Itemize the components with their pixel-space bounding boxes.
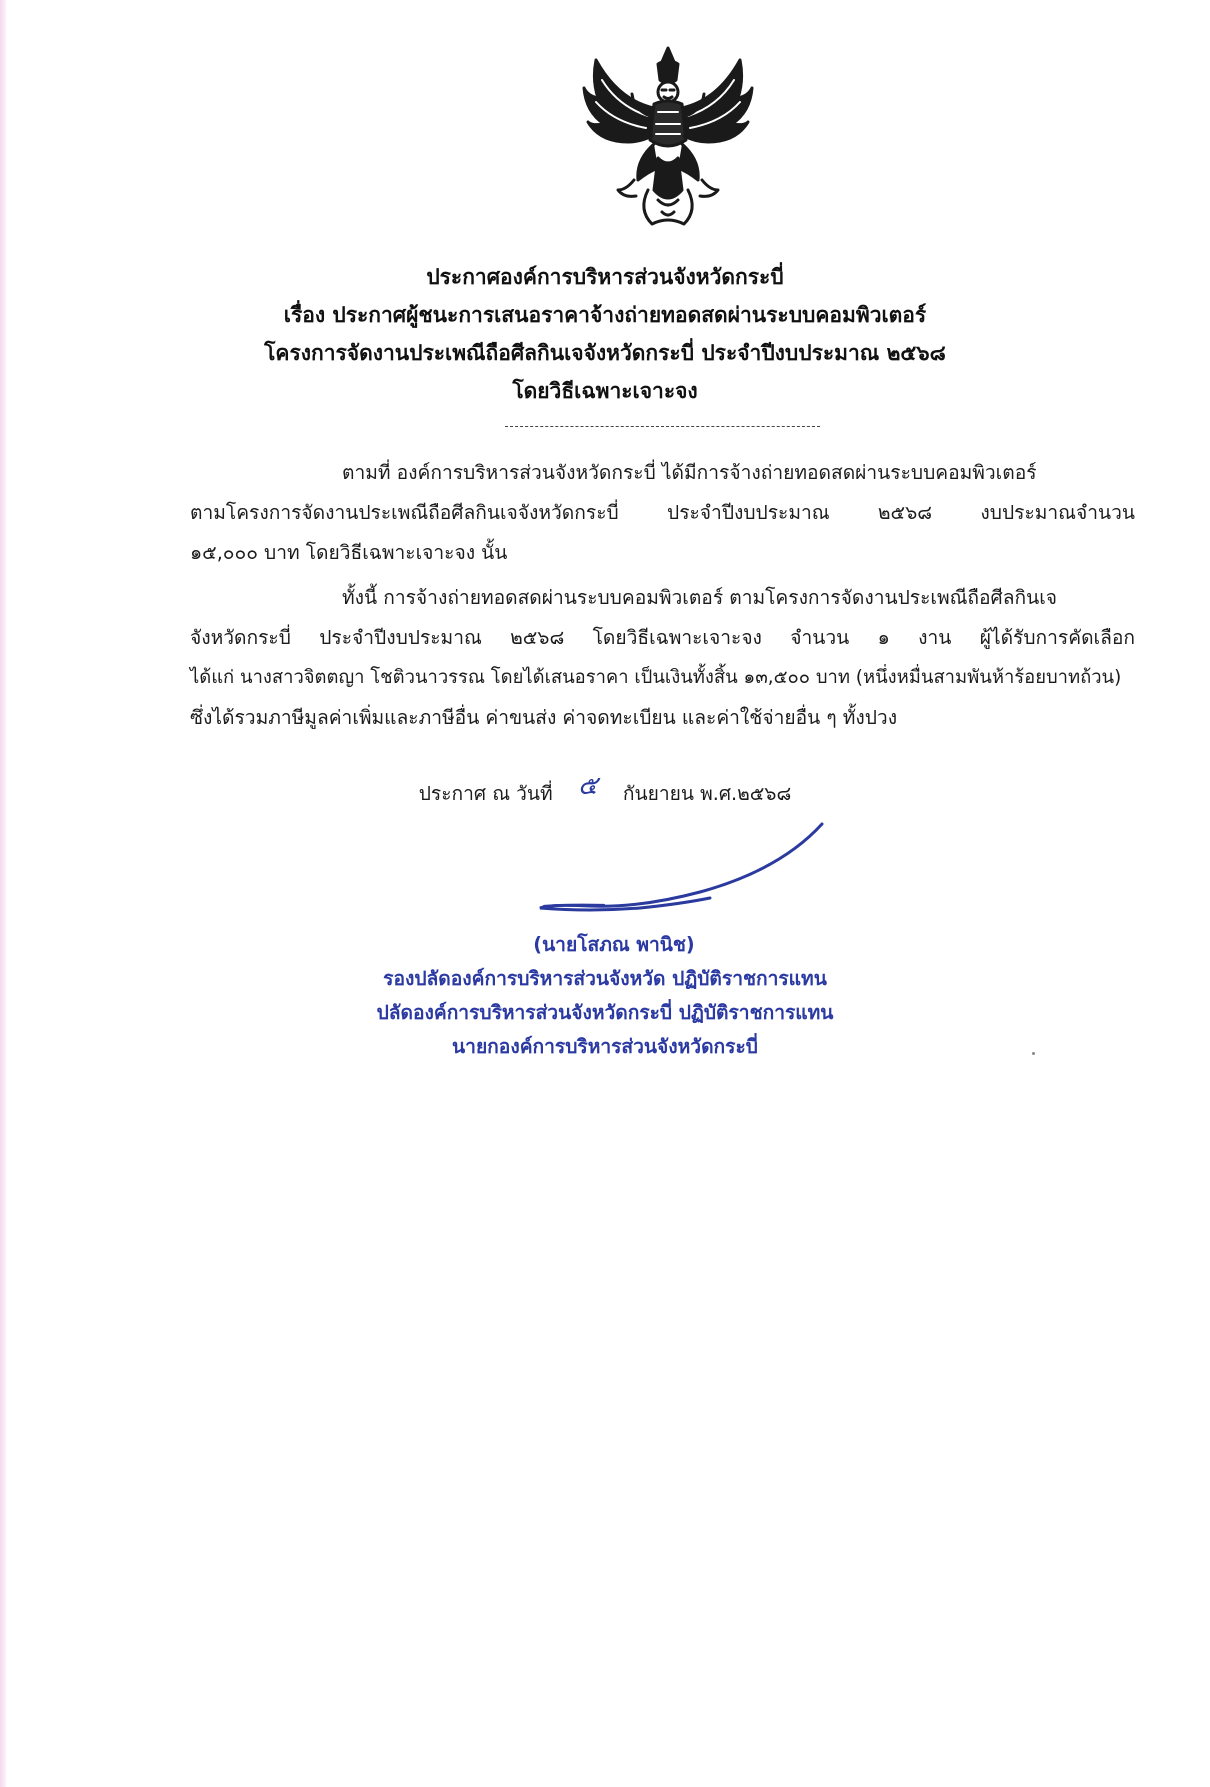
- paragraph-2-line-3: ได้แก่ นางสาวจิตตญา โชติวนาวรรณ โดยได้เสนอราคา เป็นเงินทั้งสิ้น ๑๓,๕๐๐ บาท (หนึ่งหมื่นสามพันห้าร้อยบาทถ้วน): [190, 667, 1122, 688]
- paragraph-2-line-1: ทั้งนี้ การจ้างถ่ายทอดสดผ่านระบบคอมพิวเตอร์ ตามโครงการจัดงานประเพณีถือศีลกินเจ: [342, 586, 1058, 609]
- header-issuer: ประกาศองค์การบริหารส่วนจังหวัดกระบี่: [426, 265, 784, 289]
- announcement-date: [0, 772, 1210, 814]
- paragraph-1-line-2: ตามโครงการจัดงานประเพณีถือศีลกินเจจังหวัดกระบี่ ประจำปีงบประมาณ ๒๕๖๘ งบประมาณจำนวน: [190, 501, 1135, 524]
- paragraph-1-line-1: ตามที่ องค์การบริหารส่วนจังหวัดกระบี่ ได้มีการจ้างถ่ายทอดสดผ่านระบบคอมพิวเตอร์: [342, 461, 1037, 484]
- signer-name: (นายโสภณ พานิช): [533, 933, 695, 956]
- header-method: โดยวิธีเฉพาะเจาะจง: [512, 379, 698, 403]
- paragraph-1: [190, 453, 1135, 573]
- header-divider: [505, 426, 820, 427]
- date-day-handwritten: ๕: [577, 771, 598, 801]
- paragraph-1-line-3: ๑๕,๐๐๐ บาท โดยวิธีเฉพาะเจาะจง นั้น: [190, 541, 508, 564]
- signer-title-1: รองปลัดองค์การบริหารส่วนจังหวัด ปฏิบัติราชการแทน: [383, 967, 827, 990]
- date-prefix: ประกาศ ณ วันที่: [418, 782, 553, 805]
- signer-title-2: ปลัดองค์การบริหารส่วนจังหวัดกระบี่ ปฏิบัติราชการแทน: [376, 1001, 834, 1024]
- handwritten-signature: [530, 820, 840, 925]
- header-subject: เรื่อง ประกาศผู้ชนะการเสนอราคาจ้างถ่ายทอดสดผ่านระบบคอมพิวเตอร์: [283, 303, 927, 327]
- signer-title-3: นายกองค์การบริหารส่วนจังหวัดกระบี่: [452, 1035, 758, 1058]
- scan-speck: [1032, 1052, 1035, 1055]
- date-suffix: กันยายน พ.ศ.๒๕๖๘: [622, 782, 792, 805]
- paragraph-2-line-2: จังหวัดกระบี่ ประจำปีงบประมาณ ๒๕๖๘ โดยวิธีเฉพาะเจาะจง จำนวน ๑ งาน ผู้ได้รับการคัดเลือก: [190, 626, 1135, 649]
- paragraph-2-line-4: ซึ่งได้รวมภาษีมูลค่าเพิ่มและภาษีอื่น ค่าขนส่ง ค่าจดทะเบียน และค่าใช้จ่ายอื่น ๆ ทั้งปวง: [190, 706, 898, 729]
- garuda-emblem-icon: [578, 40, 758, 230]
- paragraph-2: [190, 578, 1135, 738]
- announcement-header: [0, 258, 1210, 410]
- header-project: โครงการจัดงานประเพณีถือศีลกินเจจังหวัดกระบี่ ประจำปีงบประมาณ ๒๕๖๘: [264, 341, 946, 365]
- signer-block: [0, 928, 1210, 1064]
